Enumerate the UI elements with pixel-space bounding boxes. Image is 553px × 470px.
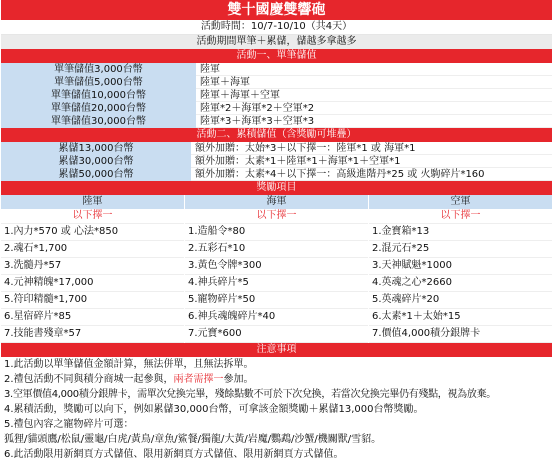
list-item: 7.技能書殘章*57 [1, 326, 184, 343]
rewards-columns [1, 195, 552, 343]
page-title: 雙十國慶雙響砲 [1, 0, 552, 20]
table-row [1, 102, 552, 115]
note-text: 參加。 [223, 374, 254, 385]
section2-title: 活動二、累積儲值（含獎勵可堆疊） [1, 128, 552, 142]
list-item: 2.五彩石*10 [185, 241, 368, 258]
note-text: 2.禮包活動不同與積分商城一起參與， [4, 374, 174, 385]
section1-title: 活動一、單筆儲值 [1, 49, 552, 63]
reward-column-airforce [369, 195, 552, 343]
table-row [1, 89, 552, 102]
table-row [1, 63, 552, 76]
event-summary: 活動期間單筆＋累儲，儲越多拿越多 [1, 35, 552, 49]
cumulative-amount: 累儲50,000台幣 [1, 168, 191, 181]
note-line [1, 447, 552, 462]
note-highlight: 兩者需擇一 [173, 374, 224, 385]
note-text: 6.此活動限用新網頁方式儲值、限用新網頁方式儲值、限用新網頁方式儲值。 [4, 449, 344, 460]
note-line [1, 387, 552, 402]
notes-list [1, 357, 552, 462]
note-text: 3.空軍價值4,000積分銀牌卡，需單次兌換完畢，殘餘點數不可於下次兌換，若當次兌換完畢仍有殘點，視為放棄。 [4, 389, 496, 400]
note-line [1, 417, 552, 432]
section2-table [1, 142, 552, 181]
deposit-reward: 陸軍*2＋海軍*2＋空軍*2 [196, 102, 552, 115]
reward-column-army [1, 195, 184, 343]
list-item: 1.金寶箱*13 [369, 224, 552, 241]
column-subtitle: 以下擇一 [185, 209, 368, 224]
event-page [1, 0, 552, 462]
list-item: 5.英魂碎片*20 [369, 292, 552, 309]
deposit-amount: 單筆儲值20,000台幣 [1, 102, 196, 115]
cumulative-reward: 額外加贈：太始*3＋以下擇一：陸軍*1 或 海軍*1 [191, 142, 552, 155]
list-item: 4.英魂之心*2660 [369, 275, 552, 292]
section1-table [1, 63, 552, 128]
table-row [1, 168, 552, 181]
list-item: 3.天神賦魁*1000 [369, 258, 552, 275]
rewards-title: 獎勵項目 [1, 181, 552, 195]
list-item: 6.太素*1＋太始*15 [369, 309, 552, 326]
note-line [1, 402, 552, 417]
list-item: 6.神兵魂魄碎片*40 [185, 309, 368, 326]
deposit-reward: 陸軍 [196, 63, 552, 76]
list-item: 5.符印精髓*1,700 [1, 292, 184, 309]
column-header: 陸軍 [1, 195, 184, 209]
note-line [1, 372, 552, 387]
cumulative-amount: 累儲30,000台幣 [1, 155, 191, 168]
column-subtitle: 以下擇一 [1, 209, 184, 224]
list-item: 2.混元石*25 [369, 241, 552, 258]
deposit-amount: 單筆儲值3,000台幣 [1, 63, 196, 76]
list-item: 6.星宿碎片*85 [1, 309, 184, 326]
cumulative-reward: 額外加贈：太素*4＋以下擇一：高級進階丹*25 或 火駒碎片*160 [191, 168, 552, 181]
list-item: 5.寵物碎片*50 [185, 292, 368, 309]
table-row [1, 155, 552, 168]
deposit-reward: 陸軍*3＋海軍*3＋空軍*3 [196, 115, 552, 128]
cumulative-reward: 額外加贈：太素*1＋陸軍*1＋海軍*1＋空軍*1 [191, 155, 552, 168]
deposit-reward: 陸軍＋海軍＋空軍 [196, 89, 552, 102]
deposit-reward: 陸軍＋海軍 [196, 76, 552, 89]
table-row [1, 142, 552, 155]
note-text: 1.此活動以單筆儲值金額計算，無法併單，且無法拆單。 [4, 359, 254, 370]
list-item: 1.造船令*80 [185, 224, 368, 241]
column-subtitle: 以下擇一 [369, 209, 552, 224]
reward-column-navy [185, 195, 368, 343]
note-line [1, 432, 552, 447]
table-row [1, 115, 552, 128]
column-header: 空軍 [369, 195, 552, 209]
list-item: 2.魂石*1,700 [1, 241, 184, 258]
note-line [1, 357, 552, 372]
list-item: 4.神兵碎片*5 [185, 275, 368, 292]
deposit-amount: 單筆儲值30,000台幣 [1, 115, 196, 128]
list-item: 3.洗髓丹*57 [1, 258, 184, 275]
list-item: 3.黃色令牌*300 [185, 258, 368, 275]
notes-title: 注意事項 [1, 343, 552, 357]
list-item: 7.價值4,000積分銀牌卡 [369, 326, 552, 343]
deposit-amount: 單筆儲值10,000台幣 [1, 89, 196, 102]
list-item: 4.元神精魄*17,000 [1, 275, 184, 292]
table-row [1, 76, 552, 89]
note-text: 狐狸/貓頭鷹/松鼠/靈龜/白虎/黃鳥/章魚/鯊餐/獨龍/大黃/岩魔/鸚鵡/沙蟹/機關獸/雪貂。 [4, 434, 382, 445]
cumulative-amount: 累儲13,000台幣 [1, 142, 191, 155]
column-header: 海軍 [185, 195, 368, 209]
note-text: 5.禮包內容之寵物碎片可選： [4, 419, 134, 430]
list-item: 1.內力*570 或 心法*850 [1, 224, 184, 241]
event-period: 活動時間：10/7-10/10（共4天） [1, 20, 552, 35]
note-text: 4.累積活動，獎勵可以向下，例如累儲30,000台幣，可拿該金額獎勵＋累儲13,000台幣獎勵。 [4, 404, 424, 415]
deposit-amount: 單筆儲值5,000台幣 [1, 76, 196, 89]
list-item: 7.元寶*600 [185, 326, 368, 343]
